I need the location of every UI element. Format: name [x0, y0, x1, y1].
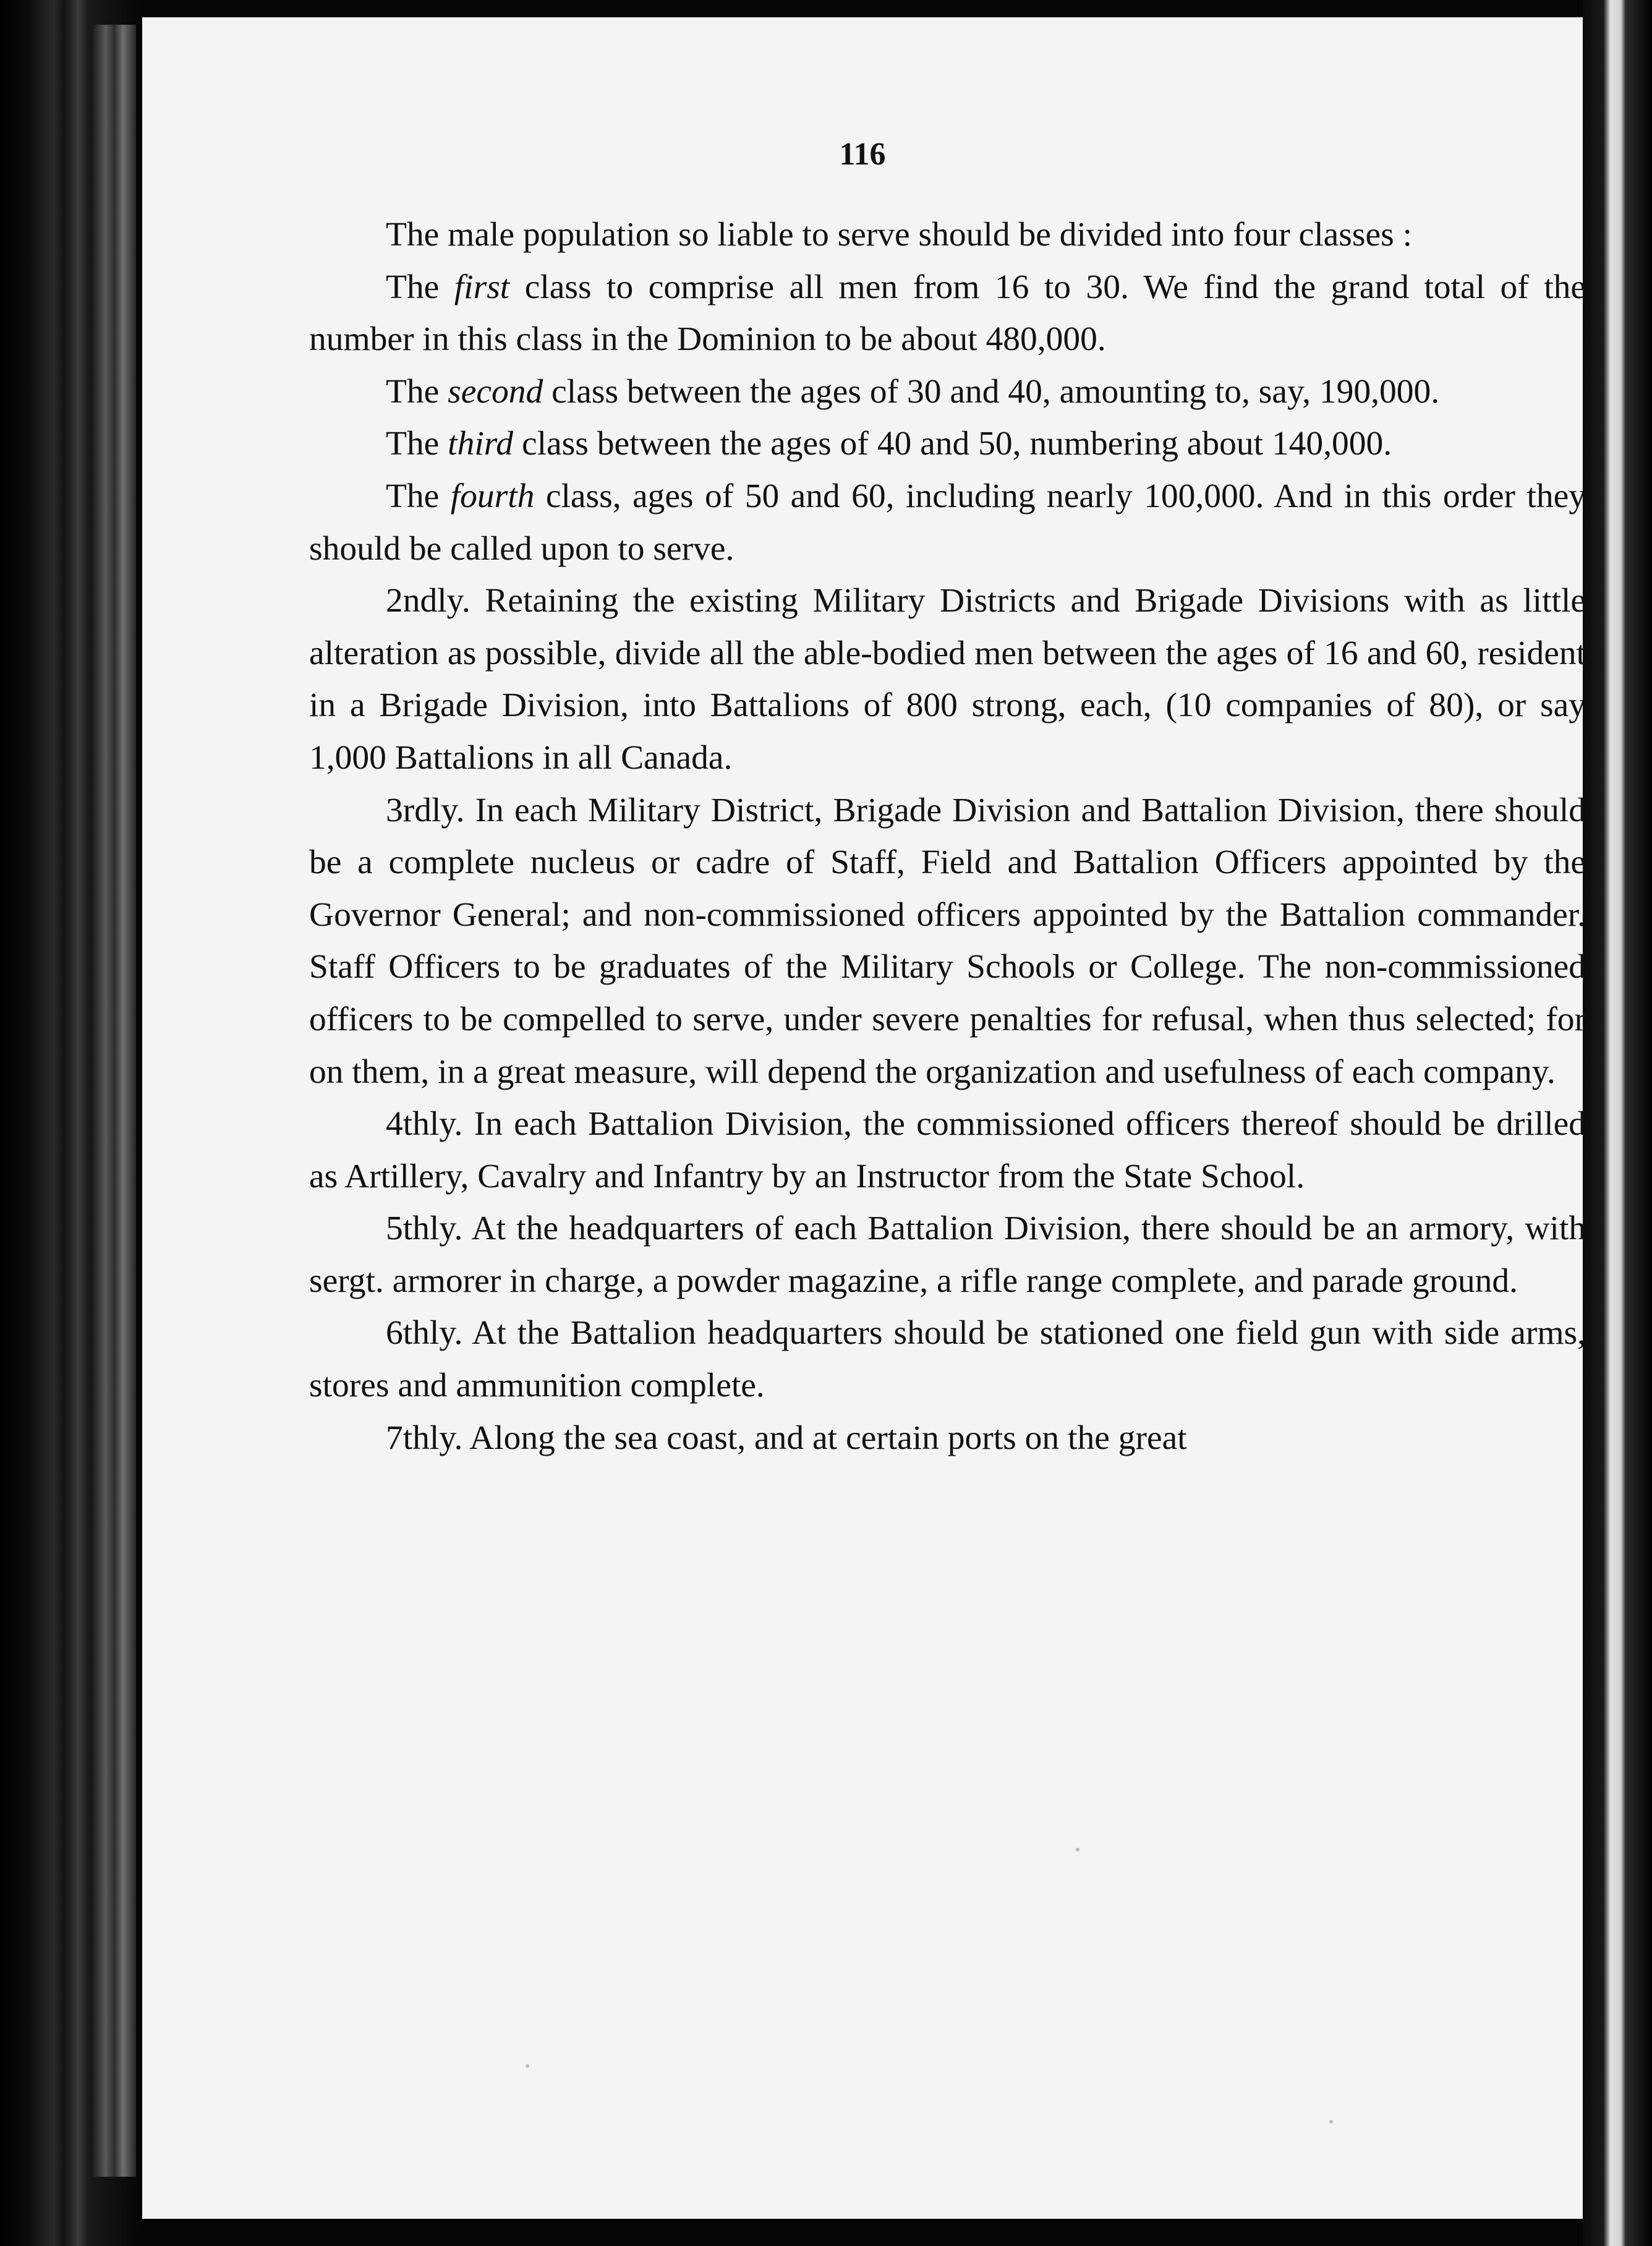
scan-speck — [1076, 1848, 1079, 1851]
paragraph-3rdly: 3rdly. In each Military District, Brigade Division and Battalion Division, there should be a complete nucleus or cadre of Staff, Field and Battalion Officers appointed by the Governor General; and non-commissioned officers appointed by the Battalion commander. Staff Officers to be graduates of the Military Schools or College. The non-commissioned officers to be compelled to serve, under severe penalties for refusal, when thus selected; for on them, in a great measure, will depend the organization and usefulness of each company. — [309, 791, 1586, 1091]
paragraph-second-class: The second class between the ages of 30 and 40, amounting to, say, 190,000. — [386, 372, 1440, 411]
scan-speck — [526, 2064, 529, 2068]
paragraph-first-class: The first class to comprise all men from 16 to 30. We find the grand total of the number in this class in the Dominion to be about 480,000. — [309, 268, 1586, 359]
paragraph-5thly: 5thly. At the headquarters of each Battalion Division, there should be an armory, with sergt. armorer in charge, a powder magazine, a rifle range complete, and parade ground. — [309, 1210, 1586, 1300]
paragraph-7thly: 7thly. Along the sea coast, and at certain ports on the great — [386, 1419, 1187, 1457]
paragraph-2ndly: 2ndly. Retaining the existing Military Districts and Brigade Divisions with as little alteration as possible, divide all the able-bodied men between the ages of 16 and 60, resident in a Brigade Division, into Battalions of 800 strong, each, (10 companies of 80), or say 1,000 Battalions in all Canada. — [309, 582, 1586, 777]
book-spine-edge — [93, 25, 136, 2177]
page-number: 116 — [839, 137, 886, 172]
scan-speck — [1329, 2120, 1333, 2124]
paragraph-6thly: 6thly. At the Battalion headquarters should be stationed one field gun with side arms, stores and ammunition complete. — [309, 1314, 1586, 1405]
paragraph-fourth-class: The fourth class, ages of 50 and 60, including nearly 100,000. And in this order they should be called upon to serve. — [309, 477, 1586, 568]
scan-right-margin — [1583, 0, 1652, 2246]
paragraph-classes-intro: The male population so liable to serve should be divided into four classes : — [386, 216, 1413, 254]
paragraph-4thly: 4thly. In each Battalion Division, the commissioned officers thereof should be drilled as Artillery, Cavalry and Infantry by an Instructor from the State School. — [309, 1105, 1586, 1195]
paragraph-third-class: The third class between the ages of 40 and 50, numbering about 140,000. — [386, 425, 1392, 463]
book-page — [142, 17, 1586, 2219]
body-text — [309, 209, 1586, 1464]
